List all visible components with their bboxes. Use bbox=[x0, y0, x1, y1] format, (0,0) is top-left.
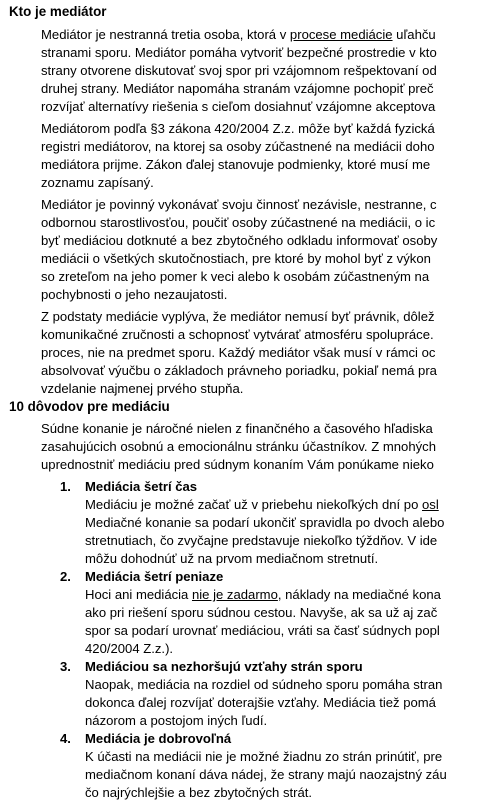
list-item-title: Mediácia šetrí peniaze bbox=[85, 569, 224, 584]
text-line: byť mediáciou dotknuté a bez zbytočného odkladu informovať osoby bbox=[41, 233, 438, 248]
text-line: Súdne konanie je náročné nielen z finančného a časového hľadiska bbox=[41, 421, 433, 436]
text-line: registri mediátorov, na ktorej sa osoby zúčastnené na mediácii doho bbox=[41, 139, 435, 154]
text-line: 420/2004 Z.z.). bbox=[85, 641, 174, 656]
text-line: absolvovať výučbu o základoch právneho poriadku, pokiaľ nemá pra bbox=[41, 363, 437, 378]
text-line: spor sa podarí urovnať mediáciou, vráti sa časť súdnych popl bbox=[85, 623, 440, 638]
text-line: Z podstaty mediácie vyplýva, že mediátor nemusí byť právnik, dôlež bbox=[41, 309, 435, 324]
procese-mediacie-link[interactable]: procese mediácie bbox=[289, 27, 393, 42]
osl-link[interactable]: osl bbox=[422, 497, 439, 512]
list-number: 1. bbox=[60, 479, 71, 494]
text-line: stretnutiach, čo zvyčajne predstavuje niekoľko týždňov. V ide bbox=[85, 533, 438, 548]
list-item-title: Mediácia šetrí čas bbox=[85, 479, 198, 494]
section-heading: Kto je mediátor bbox=[9, 4, 107, 19]
text-line: Hoci ani mediácia nie je zadarmo, náklady na mediačné kona bbox=[85, 587, 441, 602]
text-line: Mediátor je nestranná tretia osoba, ktorá v procese mediácie uľahču bbox=[41, 27, 436, 42]
list-number: 3. bbox=[60, 659, 71, 674]
text-line: strany otvorene diskutovať svoj spor pri vzájomnom rešpektovaní od bbox=[41, 63, 437, 78]
list-item-title: Mediácia je dobrovoľná bbox=[85, 731, 232, 746]
section-heading: 10 dôvodov pre mediáciu bbox=[9, 399, 170, 414]
list-number: 2. bbox=[60, 569, 71, 584]
text-line: Mediáciu je možné začať už v priebehu niekoľkých dní po osl bbox=[85, 497, 439, 512]
text-line: Mediátor je povinný vykonávať svoju činnosť nezávisle, nestranne, c bbox=[41, 197, 437, 212]
list-number: 4. bbox=[60, 731, 71, 746]
text-line: môžu dohodnúť už na prvom mediačnom stretnutí. bbox=[85, 551, 379, 566]
text-line: mediačnom konaní dáva nádej, že strany majú naozajstný záu bbox=[85, 767, 447, 782]
text-line: proces, nie na predmet sporu. Každý mediátor však musí v rámci oc bbox=[41, 345, 436, 360]
list-item-title: Mediáciou sa nezhoršujú vzťahy strán sporu bbox=[85, 659, 363, 674]
text-line: Mediátorom podľa §3 zákona 420/2004 Z.z. môže byť každá fyzická bbox=[41, 121, 435, 136]
text-line: Mediačné konanie sa podarí ukončiť spravidla po dvoch alebo bbox=[85, 515, 445, 530]
text-line: čo najrýchlejšie a bez zbytočných strát. bbox=[85, 785, 313, 800]
text-line: druhej strany. Mediátor napomáha stranám vzájomne pochopiť preč bbox=[41, 81, 434, 96]
text-line: mediácii o všetkých skutočnostiach, pre ktoré by mohol byť z výkon bbox=[41, 251, 431, 266]
text-line: zoznamu zapísaný. bbox=[41, 175, 154, 190]
text-line: K účasti na mediácii nie je možné žiadnu zo strán prinútiť, pre bbox=[85, 749, 443, 764]
text-line: komunikačné zručnosti a schopnosť vytvárať atmosféru spolupráce. bbox=[41, 327, 434, 342]
text-line: zasahujúcich osobnú a emocionálnu stránku účastníkov. Z mnohých bbox=[41, 439, 436, 454]
text-line: pochybnosti o jeho nezaujatosti. bbox=[41, 287, 228, 302]
text-line: mediátora prijme. Zákon ďalej stanovuje podmienky, ktoré musí me bbox=[41, 157, 431, 172]
text-line: rozvíjať alternatívy riešenia s cieľom dosiahnuť vzájomne akceptova bbox=[41, 99, 436, 114]
text-line: dokonca ďalej rozvíjať doterajšie vzťahy. Mediácia tiež pomá bbox=[85, 695, 436, 710]
text-line: so zreteľom na jeho pomer k veci alebo k osobám zúčastneným na bbox=[41, 269, 430, 284]
nie-je-zadarmo-link[interactable]: nie je zadarmo bbox=[191, 587, 278, 602]
text-line: ako pri riešení sporu súdnou cestou. Navyše, ak sa už aj zač bbox=[85, 605, 438, 620]
text-line: stranami sporu. Mediátor pomáha vytvoriť bezpečné prostredie v kto bbox=[41, 45, 437, 60]
text-line: Naopak, mediácia na rozdiel od súdneho sporu pomáha stran bbox=[85, 677, 443, 692]
text-line: uprednostniť mediáciu pred súdnym konaním Vám ponúkame nieko bbox=[41, 457, 434, 472]
text-line: odbornou starostlivosťou, poučiť osoby zúčastnené na mediácii, o ic bbox=[41, 215, 436, 230]
text-line: vzdelanie najmenej prvého stupňa. bbox=[41, 381, 244, 396]
text-line: názorom a postojom iných ľudí. bbox=[85, 713, 268, 728]
